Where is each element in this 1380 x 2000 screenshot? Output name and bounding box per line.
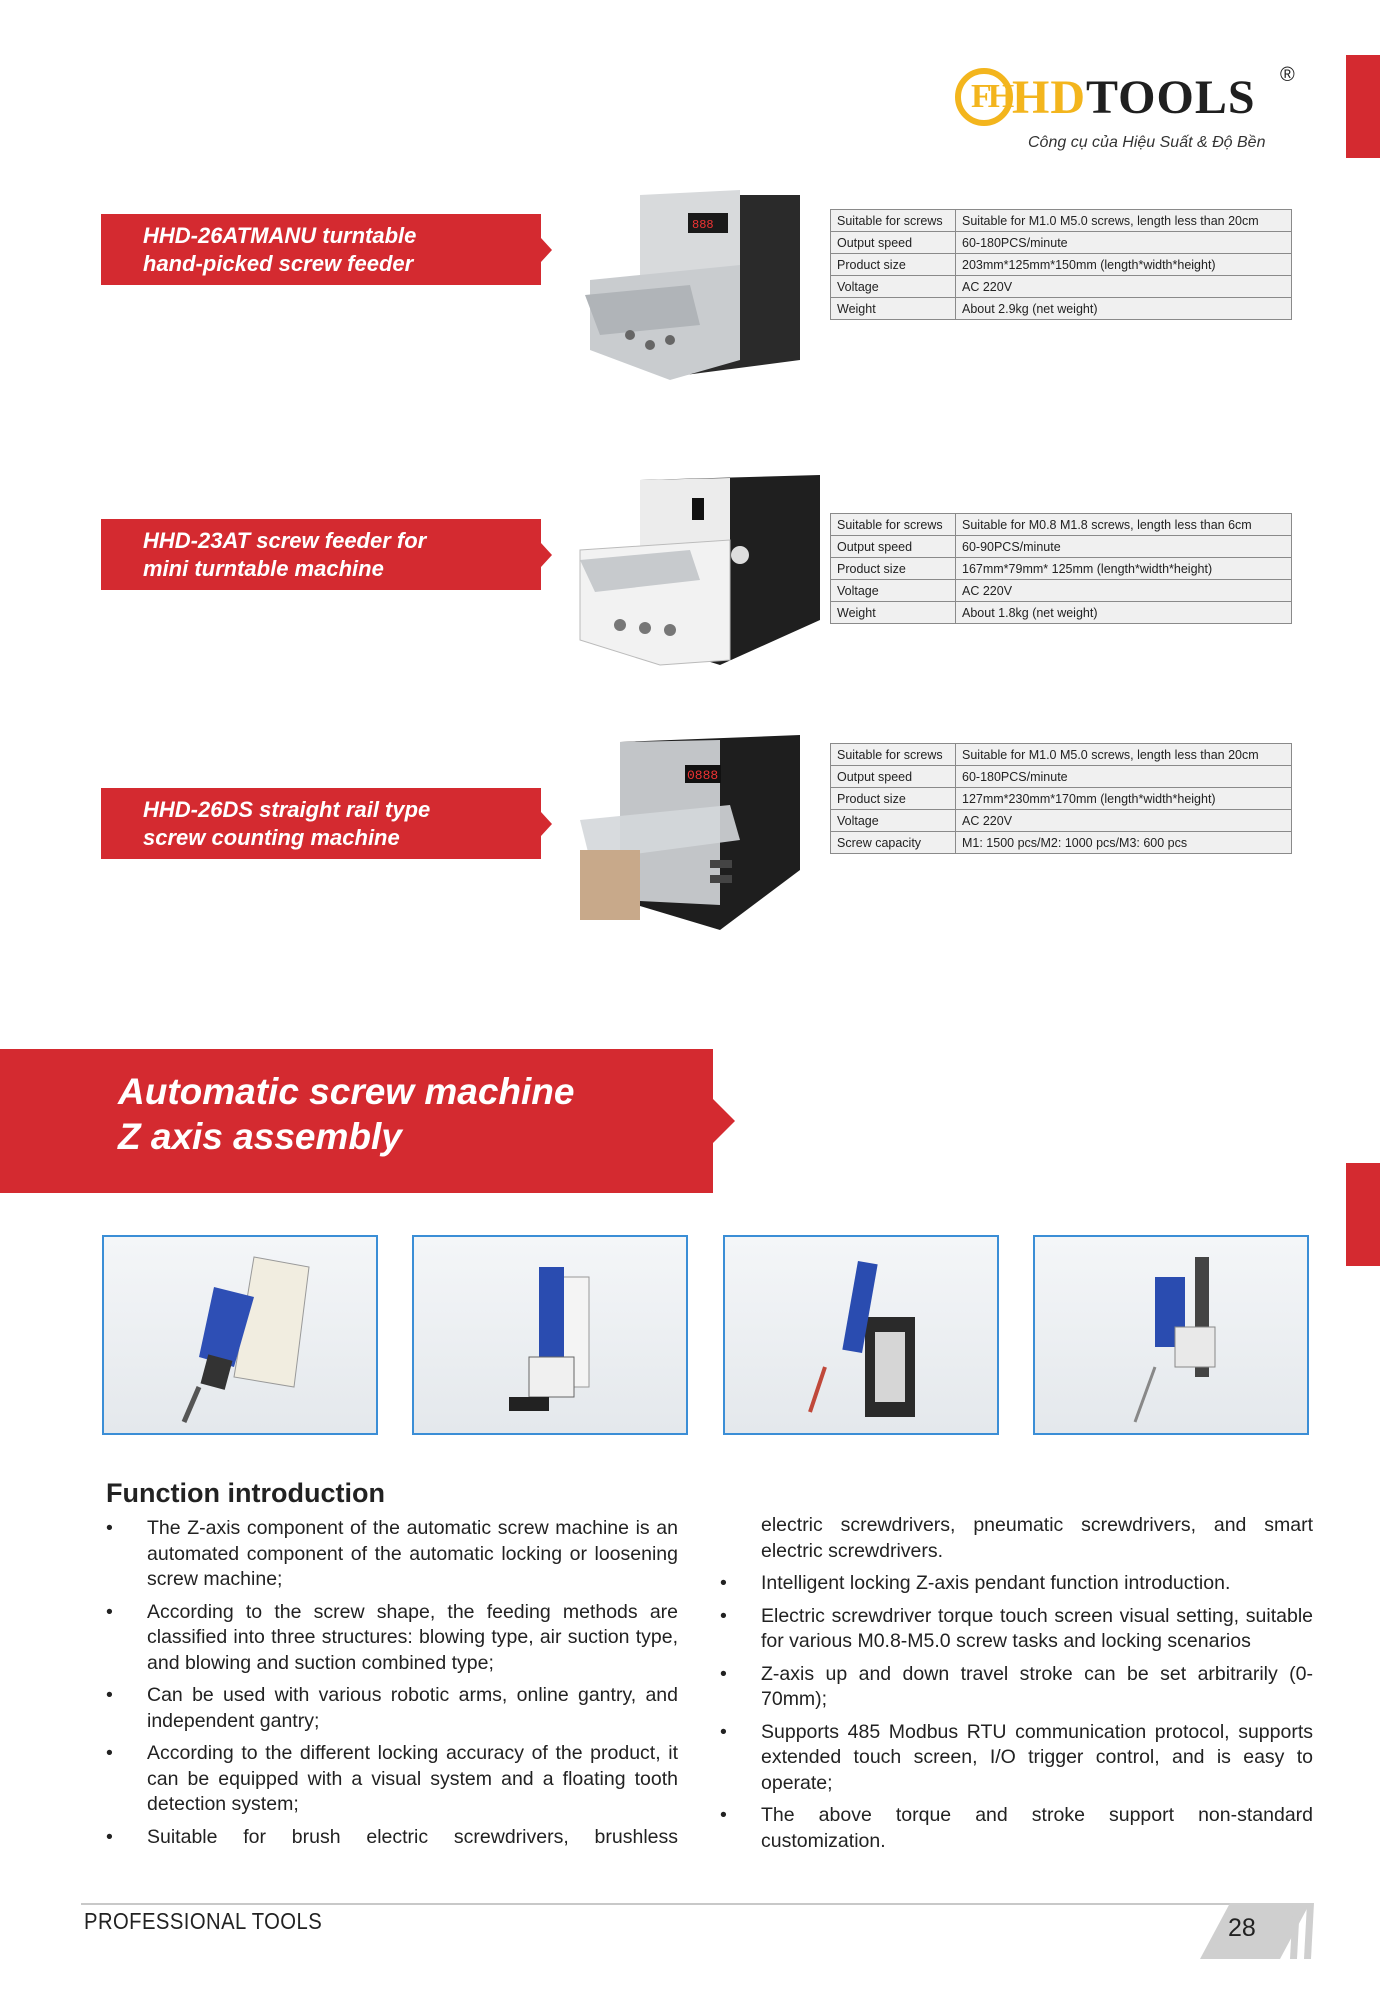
product-3-image (570, 730, 810, 940)
section-title-line1: Automatic screw machine (118, 1071, 575, 1112)
product-2-image (570, 470, 820, 670)
product-1-spec-table (830, 209, 1292, 320)
product-2-name-line2: mini turntable machine (143, 556, 384, 581)
list-item: • Intelligent locking Z-axis pendant function introduction. (720, 1572, 1231, 1594)
edge-tab-top (1346, 55, 1380, 158)
table-row: Output speed 60-90PCS/minute (831, 536, 1292, 558)
table-row: Weight About 1.8kg (net weight) (831, 602, 1292, 624)
edge-tab-middle (1346, 1163, 1380, 1266)
product-1-image (570, 185, 810, 385)
product-1-name-line2: hand-picked screw feeder (143, 251, 414, 276)
table-row: Voltage AC 220V (831, 276, 1292, 298)
logo-mark-icon: FH (955, 68, 1013, 126)
svg-text:888: 888 (692, 218, 714, 232)
logo-tagline: Công cụ của Hiệu Suất & Độ Bền (1028, 134, 1266, 151)
list-item: • According to the different locking accuracy of the product, it can be equipped with a visual system and a floating tooth detection system; (106, 1742, 678, 1815)
z-axis-image-1 (102, 1235, 378, 1435)
function-intro-right-column (720, 1513, 1313, 1861)
table-row: Output speed 60-180PCS/minute (831, 766, 1292, 788)
table-row: Voltage AC 220V (831, 810, 1292, 832)
product-3-label (101, 788, 541, 859)
product-2-name-line1: HHD-23AT screw feeder for (143, 528, 427, 553)
table-row: Product size 203mm*125mm*150mm (length*width*height) (831, 254, 1292, 276)
product-2-label (101, 519, 541, 590)
product-1-name-line1: HHD-26ATMANU turntable (143, 223, 417, 248)
logo-wordmark: HDTOOLS (1012, 71, 1256, 124)
table-row: Suitable for screws Suitable for M0.8 M1.8 screws, length less than 6cm (831, 514, 1292, 536)
section-title-band (0, 1049, 713, 1193)
product-3-name-line1: HHD-26DS straight rail type (143, 797, 431, 822)
table-row: Weight About 2.9kg (net weight) (831, 298, 1292, 320)
page-number: 28 (1228, 1914, 1256, 1942)
table-row: Suitable for screws Suitable for M1.0 M5.0 screws, length less than 20cm (831, 744, 1292, 766)
table-row: Screw capacity M1: 1500 pcs/M2: 1000 pcs/M3: 600 pcs (831, 832, 1292, 854)
list-item: • Electric screwdriver torque touch screen visual setting, suitable for various M0.8-M5.0 screw tasks and locking scenarios (720, 1604, 1313, 1652)
registered-mark: ® (1280, 64, 1295, 86)
table-row: Product size 167mm*79mm* 125mm (length*width*height) (831, 558, 1292, 580)
list-item: • The Z-axis component of the automatic screw machine is an automated component of the automatic locking or loosening screw machine; (106, 1517, 678, 1590)
section-title-line2: Z axis assembly (118, 1116, 402, 1157)
function-intro-title: Function introduction (106, 1478, 385, 1508)
list-item: • Can be used with various robotic arms, online gantry, and independent gantry; (106, 1684, 678, 1732)
table-row: Voltage AC 220V (831, 580, 1292, 602)
list-item: • Suitable for brush electric screwdrivers, brushless (106, 1825, 678, 1848)
product-3-spec-table (830, 743, 1292, 854)
product-3-name-line2: screw counting machine (143, 825, 400, 850)
list-item: • Z-axis up and down travel stroke can be set arbitrarily (0-70mm); (720, 1662, 1313, 1710)
function-intro-left-column (106, 1516, 678, 1857)
table-row: Suitable for screws Suitable for M1.0 M5.0 screws, length less than 20cm (831, 210, 1292, 232)
z-axis-image-3 (723, 1235, 999, 1435)
footer-divider (81, 1903, 1313, 1905)
footer-label: PROFESSIONAL TOOLS (84, 1908, 323, 1934)
list-item: • Supports 485 Modbus RTU communication protocol, supports extended touch screen, I/O trigger control, and is easy to operate; (720, 1720, 1313, 1794)
product-1-label (101, 214, 541, 285)
z-axis-image-2 (412, 1235, 688, 1435)
z-axis-image-4 (1033, 1235, 1309, 1435)
footer-stripe (1304, 1903, 1314, 1959)
list-item-continuation: electric screwdrivers, pneumatic screwdrivers, and smart electric screwdrivers. (761, 1514, 1313, 1562)
display-readout: 0888 (687, 768, 719, 783)
brand-logo (950, 62, 1310, 162)
list-item: • According to the screw shape, the feeding methods are classified into three structures: blowing type, air suction type, and blowing and suction combined type; (106, 1600, 678, 1674)
table-row: Output speed 60-180PCS/minute (831, 232, 1292, 254)
table-row: Product size 127mm*230mm*170mm (length*width*height) (831, 788, 1292, 810)
product-2-spec-table (830, 513, 1292, 624)
list-item: • The above torque and stroke support non-standard customization. (720, 1804, 1313, 1852)
